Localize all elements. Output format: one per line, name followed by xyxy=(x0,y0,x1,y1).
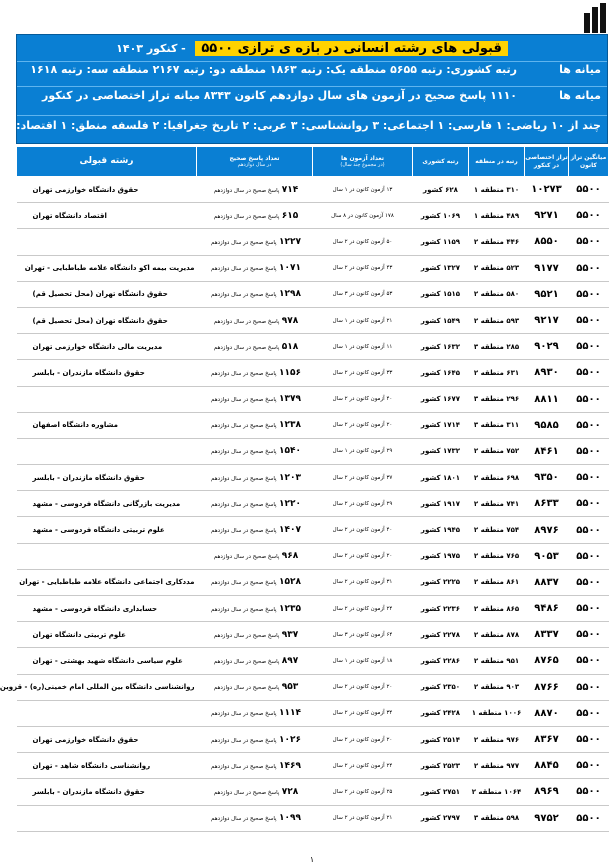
correct-count: ۸۹۷ xyxy=(281,655,299,666)
cell-exam-count: ۵۰ آزمون کانون در ۲ سال xyxy=(313,229,413,255)
correct-count: ۷۲۸ xyxy=(281,786,299,797)
cell-correct-answers xyxy=(197,726,313,752)
table-row xyxy=(17,491,609,517)
table-row xyxy=(17,386,609,412)
correct-count: ۱۰۷۱ xyxy=(278,263,301,274)
correct-count: ۱۰۲۶ xyxy=(278,734,301,745)
correct-note: پاسخ صحیح در سال دوازدهم xyxy=(211,370,277,377)
correct-note: پاسخ صحیح در سال دوازدهم xyxy=(213,318,280,325)
cell-avg-kanoon: ۵۵۰۰ xyxy=(569,517,609,543)
cell-region-rank: ۷۶۵ منطقه ۲ xyxy=(469,543,525,569)
cell-country-rank: ۱۵۴۹ کشور xyxy=(413,307,469,333)
correct-count: ۱۲۰۳ xyxy=(278,472,301,483)
cell-avg-kanoon: ۵۵۰۰ xyxy=(569,255,609,281)
cell-konkur-taraz: ۹۲۱۷ xyxy=(525,307,569,333)
correct-count: ۱۲۳۵ xyxy=(278,603,301,614)
cell-correct-answers xyxy=(197,596,313,622)
cell-avg-kanoon: ۵۵۰۰ xyxy=(569,726,609,752)
col-correct-answers xyxy=(197,147,313,177)
cell-avg-kanoon: ۵۵۰۰ xyxy=(569,334,609,360)
cell-region-rank: ۳۱۰ منطقه ۱ xyxy=(469,177,525,203)
cell-exam-count: ۲۰ آزمون کانون در ۲ سال xyxy=(313,543,413,569)
cell-konkur-taraz: ۸۶۳۳ xyxy=(525,491,569,517)
cell-correct-answers xyxy=(197,386,313,412)
cell-correct-answers xyxy=(197,491,313,517)
cell-region-rank: ۷۵۲ منطقه ۲ xyxy=(469,438,525,464)
cell-konkur-taraz: ۹۱۷۷ xyxy=(525,255,569,281)
cell-konkur-taraz: ۸۷۶۵ xyxy=(525,648,569,674)
correct-count: ۹۶۸ xyxy=(281,551,299,562)
correct-count: ۹۳۷ xyxy=(281,629,299,640)
cell-avg-kanoon: ۵۵۰۰ xyxy=(569,386,609,412)
correct-note: پاسخ صحیح در سال دوازدهم xyxy=(211,449,277,456)
cell-exam-count: ۲۱ آزمون کانون در ۲ سال xyxy=(313,805,413,831)
cell-konkur-taraz: ۸۸۷۰ xyxy=(525,700,569,726)
cell-exam-count: ۲۱ آزمون کانون در ۱ سال xyxy=(313,307,413,333)
page-number: ۱ xyxy=(309,855,315,864)
ranks-row xyxy=(17,63,607,83)
cell-region-rank: ۴۸۹ منطقه ۱ xyxy=(469,203,525,229)
correct-note: پاسخ صحیح در سال دوازدهم xyxy=(211,501,277,508)
cell-region-rank: ۸۷۸ منطقه ۲ xyxy=(469,622,525,648)
correct-count: ۱۱۵۶ xyxy=(278,367,301,378)
correct-note: پاسخ صحیح در سال دوازدهم xyxy=(211,423,277,430)
cell-exam-count: ۱۸ آزمون کانون در ۱ سال xyxy=(313,648,413,674)
cell-accepted-major xyxy=(17,805,197,831)
cell-exam-count: ۲۴ آزمون کانون در ۲ سال xyxy=(313,596,413,622)
cell-avg-kanoon: ۵۵۰۰ xyxy=(569,753,609,779)
cell-country-rank: ۲۲۸۶ کشور xyxy=(413,648,469,674)
cell-country-rank: ۲۲۳۶ کشور xyxy=(413,596,469,622)
cell-accepted-major: اقتصاد دانشگاه تهران xyxy=(17,203,197,229)
cell-avg-kanoon: ۵۵۰۰ xyxy=(569,412,609,438)
page-title: قبولی های رشته انسانی در بازه ی ترازی ۵۵۰۰ xyxy=(195,41,508,56)
correct-count: ۱۴۶۹ xyxy=(278,760,301,771)
table-row xyxy=(17,596,609,622)
lessons-text: چند از ۱۰ ریاضی: ۱ فارسی: ۱ اجتماعی: ۳ روانشناسی: ۳ عربی: ۲ تاریخ جغرافیا: ۲ فلسفه منطق: ۱ اقتصاد: ۲ xyxy=(5,119,601,132)
correct-note: پاسخ صحیح در سال دوازدهم xyxy=(213,789,280,796)
cell-avg-kanoon: ۵۵۰۰ xyxy=(569,805,609,831)
cell-correct-answers xyxy=(197,622,313,648)
cell-konkur-taraz: ۸۹۳۰ xyxy=(525,360,569,386)
cell-correct-answers xyxy=(197,334,313,360)
correct-note: پاسخ صحیح در سال دوازدهم xyxy=(211,475,277,482)
cell-konkur-taraz: ۹۴۸۶ xyxy=(525,596,569,622)
cell-exam-count: ۳۴ آزمون کانون در ۲ سال xyxy=(313,700,413,726)
correct-note: پاسخ صحیح در سال دوازدهم xyxy=(211,816,277,823)
table-row xyxy=(17,307,609,333)
ranks-label: میانه ها xyxy=(559,63,601,76)
correct-count: ۷۱۴ xyxy=(281,184,299,195)
cell-correct-answers xyxy=(197,648,313,674)
col-country-rank: رتبه کشوری xyxy=(413,147,469,177)
cell-country-rank: ۱۹۱۷ کشور xyxy=(413,491,469,517)
cell-exam-count: ۲۴ آزمون کانون در ۲ سال xyxy=(313,753,413,779)
cell-avg-kanoon: ۵۵۰۰ xyxy=(569,438,609,464)
correct-count: ۱۴۰۷ xyxy=(278,525,301,536)
cell-region-rank: ۵۲۳ منطقه ۲ xyxy=(469,255,525,281)
cell-accepted-major: حقوق دانشگاه تهران (محل تحصیل قم) xyxy=(17,281,197,307)
correct-note: پاسخ صحیح در سال دوازدهم xyxy=(213,685,280,692)
cell-avg-kanoon: ۵۵۰۰ xyxy=(569,543,609,569)
cell-country-rank: ۱۸۰۱ کشور xyxy=(413,465,469,491)
cell-avg-kanoon: ۵۵۰۰ xyxy=(569,177,609,203)
table-row xyxy=(17,177,609,203)
cell-konkur-taraz: ۹۷۵۲ xyxy=(525,805,569,831)
cell-exam-count: ۲۵ آزمون کانون در ۲ سال xyxy=(313,779,413,805)
correct-note: پاسخ صحیح در سال دوازدهم xyxy=(211,397,277,404)
correct-note: پاسخ صحیح در سال دوازدهم xyxy=(211,528,277,535)
cell-accepted-major xyxy=(17,229,197,255)
cell-accepted-major: مدیریت بازرگانی دانشگاه فردوسی - مشهد xyxy=(17,491,197,517)
table-header-row xyxy=(17,147,609,177)
cell-avg-kanoon: ۵۵۰۰ xyxy=(569,281,609,307)
cell-country-rank: ۱۳۲۷ کشور xyxy=(413,255,469,281)
cell-konkur-taraz: ۸۸۳۷ xyxy=(525,569,569,595)
correct-count: ۱۲۳۸ xyxy=(278,420,301,431)
cell-country-rank: ۱۹۴۵ کشور xyxy=(413,517,469,543)
cell-accepted-major: مشاوره دانشگاه اصفهان xyxy=(17,412,197,438)
cell-exam-count: ۱۱ آزمون کانون در ۱ سال xyxy=(313,334,413,360)
cell-konkur-taraz: ۹۵۸۵ xyxy=(525,412,569,438)
cell-avg-kanoon: ۵۵۰۰ xyxy=(569,779,609,805)
cell-accepted-major: علوم تربیتی دانشگاه فردوسی - مشهد xyxy=(17,517,197,543)
cell-accepted-major: حقوق دانشگاه خوارزمی تهران xyxy=(17,726,197,752)
cell-avg-kanoon: ۵۵۰۰ xyxy=(569,569,609,595)
correct-count: ۱۵۴۰ xyxy=(278,446,301,457)
cell-konkur-taraz: ۸۵۵۰ xyxy=(525,229,569,255)
table-row xyxy=(17,622,609,648)
correct-count: ۱۳۷۹ xyxy=(278,394,301,405)
cell-konkur-taraz: ۹۰۵۳ xyxy=(525,543,569,569)
correct-note: پاسخ صحیح در سال دوازدهم xyxy=(213,554,280,561)
table-row xyxy=(17,412,609,438)
cell-region-rank: ۳۱۱ منطقه ۳ xyxy=(469,412,525,438)
cell-exam-count: ۲۹ آزمون کانون در ۲ سال xyxy=(313,491,413,517)
cell-exam-count: ۱۳ آزمون کانون در ۱ سال xyxy=(313,177,413,203)
cell-region-rank: ۹۰۳ منطقه ۲ xyxy=(469,674,525,700)
cell-avg-kanoon: ۵۵۰۰ xyxy=(569,622,609,648)
correct-count: ۱۰۹۹ xyxy=(278,813,301,824)
cell-exam-count: ۴۰ آزمون کانون در ۲ سال xyxy=(313,517,413,543)
cell-accepted-major: مدیریت بیمه اکو دانشگاه علامه طباطبایی - تهران xyxy=(17,255,197,281)
cell-correct-answers xyxy=(197,700,313,726)
correct-count: ۱۲۹۸ xyxy=(278,289,301,300)
cell-correct-answers xyxy=(197,465,313,491)
cell-correct-answers xyxy=(197,360,313,386)
correct-count: ۶۱۵ xyxy=(281,210,299,221)
cell-correct-answers xyxy=(197,203,313,229)
cell-correct-answers xyxy=(197,255,313,281)
cell-country-rank: ۲۷۹۷ کشور xyxy=(413,805,469,831)
cell-exam-count: ۳۱ آزمون کانون در ۲ سال xyxy=(313,569,413,595)
correct-count: ۱۲۲۰ xyxy=(278,498,301,509)
cell-accepted-major xyxy=(17,700,197,726)
median-label: میانه ها xyxy=(559,89,601,102)
lessons-row xyxy=(5,119,607,141)
cell-country-rank: ۲۴۲۸ کشور xyxy=(413,700,469,726)
cell-correct-answers xyxy=(197,543,313,569)
cell-correct-answers xyxy=(197,229,313,255)
cell-accepted-major: حقوق دانشگاه مازندران - بابلسر xyxy=(17,779,197,805)
cell-avg-kanoon: ۵۵۰۰ xyxy=(569,360,609,386)
table-row xyxy=(17,229,609,255)
kanoon-logo-icon xyxy=(584,3,606,33)
cell-avg-kanoon: ۵۵۰۰ xyxy=(569,674,609,700)
cell-konkur-taraz: ۹۰۲۹ xyxy=(525,334,569,360)
table-row xyxy=(17,255,609,281)
info-banner xyxy=(5,34,608,144)
cell-exam-count: ۳۳ آزمون کانون در ۲ سال xyxy=(313,360,413,386)
cell-country-rank: ۱۶۴۵ کشور xyxy=(413,360,469,386)
table-row xyxy=(17,753,609,779)
cell-avg-kanoon: ۵۵۰۰ xyxy=(569,700,609,726)
table-row xyxy=(17,674,609,700)
cell-konkur-taraz: ۸۷۶۶ xyxy=(525,674,569,700)
cell-accepted-major: روانشناسی دانشگاه شاهد - تهران xyxy=(17,753,197,779)
page-subtitle: - کنکور ۱۴۰۳ xyxy=(116,42,186,55)
cell-country-rank: ۱۶۳۲ کشور xyxy=(413,334,469,360)
cell-accepted-major: مددکاری اجتماعی دانشگاه علامه طباطبایی - تهران xyxy=(17,569,197,595)
cell-country-rank: ۱۰۶۹ کشور xyxy=(413,203,469,229)
correct-note: پاسخ صحیح در سال دوازدهم xyxy=(213,213,280,220)
cell-konkur-taraz: ۱۰۲۷۳ xyxy=(525,177,569,203)
correct-count: ۱۵۲۸ xyxy=(278,577,301,588)
cell-correct-answers xyxy=(197,517,313,543)
cell-accepted-major: روانشناسی دانشگاه بین المللی امام خمینی(ره) - قزوین xyxy=(17,674,197,700)
cell-accepted-major: حقوق دانشگاه تهران (محل تحصیل قم) xyxy=(17,307,197,333)
cell-exam-count: ۲۰ آزمون کانون در ۲ سال xyxy=(313,674,413,700)
col-region-rank: رتبه در منطقه xyxy=(469,147,525,177)
cell-accepted-major: حقوق دانشگاه مازندران - بابلسر xyxy=(17,465,197,491)
cell-region-rank: ۷۴۱ منطقه ۲ xyxy=(469,491,525,517)
cell-country-rank: ۲۵۲۳ کشور xyxy=(413,753,469,779)
cell-correct-answers xyxy=(197,779,313,805)
cell-region-rank: ۹۵۱ منطقه ۲ xyxy=(469,648,525,674)
cell-konkur-taraz: ۸۸۱۱ xyxy=(525,386,569,412)
cell-region-rank: ۹۷۶ منطقه ۲ xyxy=(469,726,525,752)
table-row xyxy=(17,203,609,229)
correct-note: پاسخ صحیح در سال دوازدهم xyxy=(213,187,280,194)
table-row xyxy=(17,648,609,674)
table-row xyxy=(17,779,609,805)
cell-region-rank: ۶۳۱ منطقه ۲ xyxy=(469,360,525,386)
table-row xyxy=(17,700,609,726)
cell-accepted-major xyxy=(17,438,197,464)
cell-region-rank: ۲۸۵ منطقه ۳ xyxy=(469,334,525,360)
col-correct-answers-label: تعداد پاسخ صحیح xyxy=(229,154,280,162)
cell-avg-kanoon: ۵۵۰۰ xyxy=(569,465,609,491)
cell-exam-count: ۵۳ آزمون کانون در ۳ سال xyxy=(313,281,413,307)
cell-country-rank: ۱۹۷۵ کشور xyxy=(413,543,469,569)
table-row xyxy=(17,334,609,360)
cell-konkur-taraz: ۸۹۷۶ xyxy=(525,517,569,543)
cell-region-rank: ۵۸۰ منطقه ۲ xyxy=(469,281,525,307)
cell-avg-kanoon: ۵۵۰۰ xyxy=(569,491,609,517)
correct-note: پاسخ صحیح در سال دوازدهم xyxy=(211,711,277,718)
col-correct-answers-note: در سال دوازدهم xyxy=(237,162,272,169)
ranks-text: رتبه کشوری: رتبه ۵۶۵۵ منطقه یک: رتبه ۱۸۶۳ منطقه دو: رتبه ۲۱۶۷ منطقه سه: رتبه ۱۶۱۸ xyxy=(30,63,517,76)
correct-note: پاسخ صحیح در سال دوازدهم xyxy=(211,239,277,246)
cell-region-rank: ۵۹۸ منطقه ۳ xyxy=(469,805,525,831)
cell-konkur-taraz: ۸۳۶۷ xyxy=(525,726,569,752)
cell-country-rank: ۲۳۵۰ کشور xyxy=(413,674,469,700)
cell-country-rank: ۱۵۱۵ کشور xyxy=(413,281,469,307)
correct-count: ۱۲۲۷ xyxy=(278,236,301,247)
cell-country-rank: ۱۱۵۹ کشور xyxy=(413,229,469,255)
correct-note: پاسخ صحیح در سال دوازدهم xyxy=(211,763,277,770)
cell-region-rank: ۴۴۶ منطقه ۲ xyxy=(469,229,525,255)
cell-correct-answers xyxy=(197,307,313,333)
cell-konkur-taraz: ۸۳۳۷ xyxy=(525,622,569,648)
cell-konkur-taraz: ۸۸۴۵ xyxy=(525,753,569,779)
cell-accepted-major: حسابداری دانشگاه فردوسی - مشهد xyxy=(17,596,197,622)
median-row xyxy=(17,89,607,109)
cell-region-rank: ۹۷۷ منطقه ۲ xyxy=(469,753,525,779)
table-row xyxy=(17,517,609,543)
cell-region-rank: ۱۰۰۶ منطقه ۱ xyxy=(469,700,525,726)
cell-accepted-major xyxy=(17,543,197,569)
table-row xyxy=(17,438,609,464)
col-exam-count xyxy=(313,147,413,177)
cell-konkur-taraz: ۹۵۲۱ xyxy=(525,281,569,307)
table-row xyxy=(17,726,609,752)
col-avg-kanoon: میانگین تراز کانون xyxy=(569,147,609,177)
col-accepted-major: رشته قبولی xyxy=(17,147,197,177)
cell-region-rank: ۸۶۱ منطقه ۲ xyxy=(469,569,525,595)
cell-country-rank: ۲۲۷۸ کشور xyxy=(413,622,469,648)
cell-exam-count: ۲۰ آزمون کانون در ۲ سال xyxy=(313,726,413,752)
cell-correct-answers xyxy=(197,674,313,700)
cell-country-rank: ۱۷۱۴ کشور xyxy=(413,412,469,438)
correct-note: پاسخ صحیح در سال دوازدهم xyxy=(211,266,277,273)
cell-exam-count: ۶۴ آزمون کانون در ۳ سال xyxy=(313,622,413,648)
correct-count: ۹۵۳ xyxy=(281,682,299,693)
cell-correct-answers xyxy=(197,805,313,831)
cell-country-rank: ۲۲۲۵ کشور xyxy=(413,569,469,595)
cell-country-rank: ۲۷۵۱ کشور xyxy=(413,779,469,805)
cell-avg-kanoon: ۵۵۰۰ xyxy=(569,203,609,229)
cell-konkur-taraz: ۹۲۷۱ xyxy=(525,203,569,229)
cell-konkur-taraz: ۸۹۶۹ xyxy=(525,779,569,805)
cell-konkur-taraz: ۸۴۶۱ xyxy=(525,438,569,464)
cell-exam-count: ۲۰ آزمون کانون در ۲ سال xyxy=(313,412,413,438)
cell-exam-count: ۴۰ آزمون کانون در ۲ سال xyxy=(313,386,413,412)
cell-avg-kanoon: ۵۵۰۰ xyxy=(569,596,609,622)
table-row xyxy=(17,569,609,595)
correct-note: پاسخ صحیح در سال دوازدهم xyxy=(211,580,277,587)
banner-title-row xyxy=(17,37,607,59)
cell-avg-kanoon: ۵۵۰۰ xyxy=(569,229,609,255)
cell-accepted-major: علوم سیاسی دانشگاه شهید بهشتی - تهران xyxy=(17,648,197,674)
cell-correct-answers xyxy=(197,569,313,595)
correct-count: ۵۱۸ xyxy=(281,341,299,352)
correct-note: پاسخ صحیح در سال دوازدهم xyxy=(211,606,277,613)
cell-exam-count: ۲۹ آزمون کانون در ۱ سال xyxy=(313,438,413,464)
cell-country-rank: ۱۷۳۲ کشور xyxy=(413,438,469,464)
cell-region-rank: ۸۶۵ منطقه ۲ xyxy=(469,596,525,622)
cell-avg-kanoon: ۵۵۰۰ xyxy=(569,648,609,674)
cell-region-rank: ۲۹۶ منطقه ۳ xyxy=(469,386,525,412)
cell-correct-answers xyxy=(197,438,313,464)
cell-konkur-taraz: ۹۳۵۰ xyxy=(525,465,569,491)
cell-accepted-major: حقوق دانشگاه مازندران - بابلسر xyxy=(17,360,197,386)
results-table xyxy=(0,146,609,832)
cell-region-rank: ۷۵۴ منطقه ۲ xyxy=(469,517,525,543)
col-exam-count-note: (در مجموع چند سال) xyxy=(340,162,385,169)
cell-accepted-major: علوم تربیتی دانشگاه تهران xyxy=(17,622,197,648)
cell-exam-count: ۴۳ آزمون کانون در ۲ سال xyxy=(313,255,413,281)
correct-note: پاسخ صحیح در سال دوازدهم xyxy=(213,658,280,665)
cell-correct-answers xyxy=(197,281,313,307)
table-row xyxy=(17,465,609,491)
col-exam-count-label: تعداد آزمون ها xyxy=(341,154,384,162)
table-row xyxy=(17,543,609,569)
cell-region-rank: ۵۹۳ منطقه ۲ xyxy=(469,307,525,333)
cell-country-rank: ۱۶۷۷ کشور xyxy=(413,386,469,412)
correct-note: پاسخ صحیح در سال دوازدهم xyxy=(213,344,280,351)
table-row xyxy=(17,360,609,386)
cell-country-rank: ۲۵۱۴ کشور xyxy=(413,726,469,752)
cell-correct-answers xyxy=(197,753,313,779)
cell-region-rank: ۶۹۸ منطقه ۲ xyxy=(469,465,525,491)
correct-note: پاسخ صحیح در سال دوازدهم xyxy=(213,632,280,639)
cell-correct-answers xyxy=(197,412,313,438)
cell-avg-kanoon: ۵۵۰۰ xyxy=(569,307,609,333)
cell-accepted-major xyxy=(17,386,197,412)
table-row xyxy=(17,281,609,307)
cell-accepted-major: مدیریت مالی دانشگاه خوارزمی تهران xyxy=(17,334,197,360)
cell-region-rank: ۱۰۶۴ منطقه ۲ xyxy=(469,779,525,805)
correct-count: ۱۱۱۴ xyxy=(278,708,301,719)
col-konkur-taraz: تراز اختصاصی در کنکور xyxy=(525,147,569,177)
cell-correct-answers xyxy=(197,177,313,203)
cell-country-rank: ۶۲۸ کشور xyxy=(413,177,469,203)
cell-exam-count: ۳۷ آزمون کانون در ۲ سال xyxy=(313,465,413,491)
cell-exam-count: ۱۷۸ آزمون کانون در ۸ سال xyxy=(313,203,413,229)
correct-count: ۹۷۸ xyxy=(281,315,299,326)
correct-note: پاسخ صحیح در سال دوازدهم xyxy=(211,737,277,744)
median-text: ۱۱۱۰ پاسخ صحیح در آزمون های سال دوازدهم کانون ۸۳۴۳ میانه تراز اختصاصی در کنکور xyxy=(42,89,517,102)
cell-accepted-major: حقوق دانشگاه خوارزمی تهران xyxy=(17,177,197,203)
table-row xyxy=(17,805,609,831)
correct-note: پاسخ صحیح در سال دوازدهم xyxy=(211,292,277,299)
